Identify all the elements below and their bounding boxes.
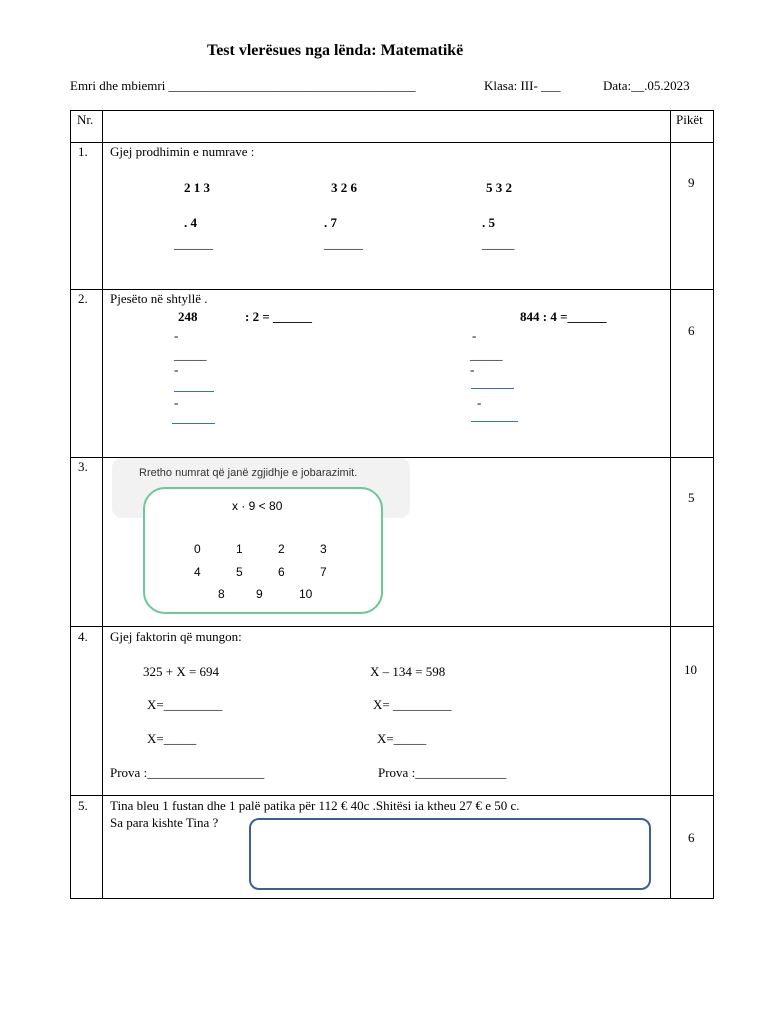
problem-top-number: 2 1 3 [184,180,210,195]
question-number: 2. [78,291,88,306]
question-prompt: Pjesëto në shtyllë . [110,291,208,306]
blue-answer-line [471,421,518,422]
blue-answer-line [172,423,215,424]
column-header-nr: Nr. [77,112,94,127]
question-points: 5 [688,490,695,505]
problem-top-number: 5 3 2 [486,180,512,195]
minus-sign: - [472,328,477,343]
division-right: 844 : 4 =______ [520,309,607,324]
solution-line[interactable]: X=_____ [377,731,427,746]
proof-line[interactable]: Prova :__________________ [110,765,265,780]
question-points: 10 [684,662,697,677]
question-number: 1. [78,144,88,159]
question-number: 3. [78,459,88,474]
problem-top-number: 3 2 6 [331,180,357,195]
equation-right: X – 134 = 598 [370,664,446,679]
question-subprompt: Sa para kishte Tina ? [110,815,219,830]
blue-answer-line [471,388,514,389]
answer-line: _____ [482,236,515,251]
problem-multiplier: . 4 [184,215,197,230]
question-number: 5. [78,798,88,813]
answer-box[interactable] [249,818,651,890]
question-prompt: Gjej faktorin që mungon: [110,629,242,644]
candidate-number[interactable]: 0 [194,542,201,556]
date-field-label: Data:__.05.2023 [603,78,690,93]
candidate-number[interactable]: 8 [218,587,225,601]
answer-line: _____ [470,347,503,362]
blue-answer-line [174,391,214,392]
solution-line[interactable]: X=_____ [147,731,197,746]
minus-sign: - [477,395,482,410]
dividend-left: 248 [178,309,198,324]
question-number: 4. [78,629,88,644]
name-field-label: Emri dhe mbiemri ______________________________________ [70,78,416,93]
candidate-number[interactable]: 7 [320,565,327,579]
divisor-left: : 2 = ______ [245,309,312,324]
candidate-number[interactable]: 5 [236,565,243,579]
candidate-number[interactable]: 4 [194,565,201,579]
page-title: Test vlerësues nga lënda: Matematikë [207,42,464,59]
candidate-number[interactable]: 10 [299,587,313,601]
minus-sign: - [174,395,179,410]
candidate-number[interactable]: 9 [256,587,263,601]
question-points: 6 [688,323,695,338]
answer-line: _____ [174,347,207,362]
answer-line: ______ [174,236,213,251]
proof-line[interactable]: Prova :______________ [378,765,507,780]
minus-sign: - [470,362,475,377]
problem-multiplier: . 7 [324,215,337,230]
solution-line[interactable]: X= _________ [373,697,452,712]
column-header-points: Pikët [676,112,703,127]
class-field-label: Klasa: III- ___ [484,78,561,93]
question-points: 6 [688,830,695,845]
answer-line: ______ [324,236,363,251]
equation-left: 325 + X = 694 [143,664,220,679]
candidate-number[interactable]: 1 [236,542,243,556]
solution-line[interactable]: X=_________ [147,697,223,712]
problem-multiplier: . 5 [482,215,495,230]
question-prompt: Tina bleu 1 fustan dhe 1 palë patika për 112 € 40c .Shitësi ia ktheu 27 € e 50 c. [110,798,520,813]
candidate-number[interactable]: 6 [278,565,285,579]
candidate-number[interactable]: 3 [320,542,327,556]
minus-sign: - [174,328,179,343]
minus-sign: - [174,362,179,377]
question-points: 9 [688,175,695,190]
question-prompt: Rretho numrat që janë zgjidhje e jobarazimit. [139,467,358,479]
question-prompt: Gjej prodhimin e numrave : [110,144,255,159]
candidate-number[interactable]: 2 [278,542,285,556]
inequality-expression: x · 9 < 80 [232,499,283,513]
